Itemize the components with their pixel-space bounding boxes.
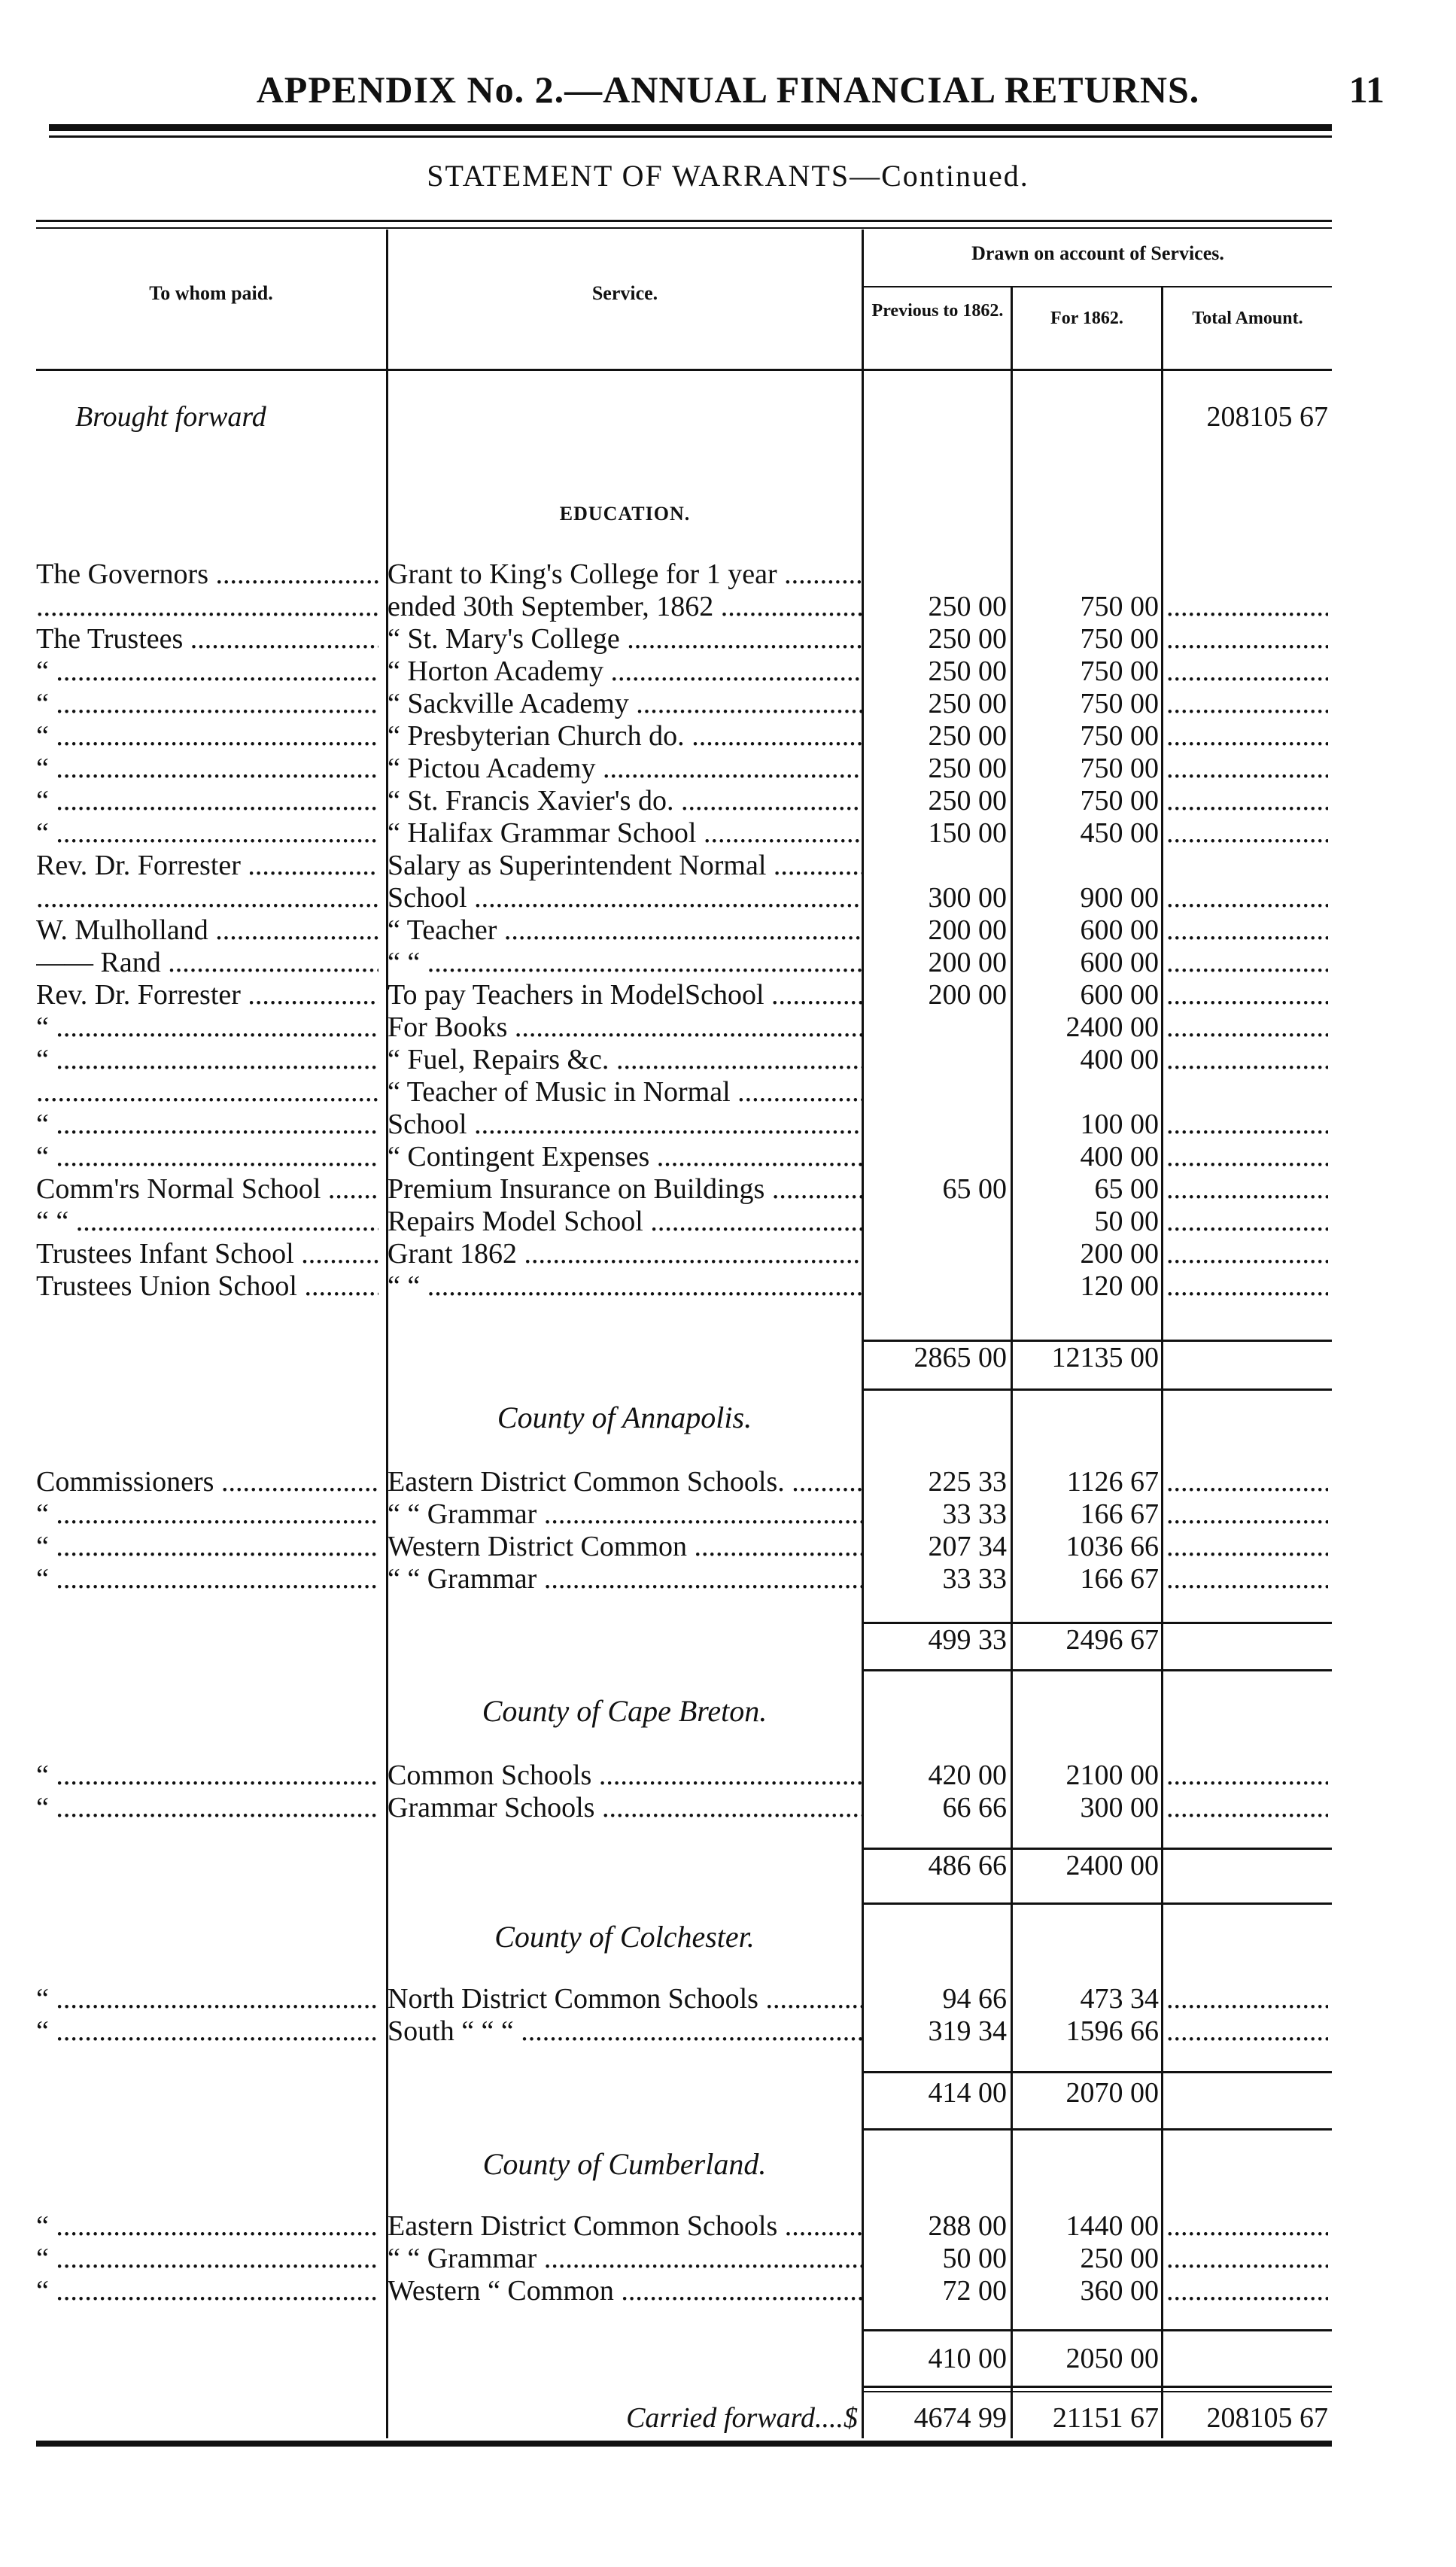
amount-1862-cell: 900 00	[1080, 882, 1159, 914]
table-row	[0, 947, 1456, 978]
col-header-total: Total Amount.	[1192, 309, 1303, 328]
col-header-to-whom: To whom paid.	[149, 282, 273, 304]
total-leader-dots	[1166, 753, 1328, 784]
table-row	[0, 1173, 1456, 1205]
service-cell: “ “ Grammar .....	[388, 1498, 862, 1530]
total-leader-dots	[1166, 720, 1328, 752]
payee-cell	[36, 882, 378, 914]
brought-forward-row	[0, 401, 1456, 433]
table-row	[0, 753, 1456, 784]
service-cell: “ “ Grammar .....	[388, 2243, 862, 2274]
col-header-drawn: Drawn on account of Services.	[971, 242, 1224, 264]
previous-amount-cell: 50 00	[942, 2243, 1007, 2274]
education-subtotal-1862: 12135 00	[1051, 1342, 1159, 1373]
previous-amount-cell: 33 33	[942, 1563, 1007, 1595]
statement-subtitle: STATEMENT OF WARRANTS—Continued.	[427, 159, 1029, 193]
table-row	[0, 1983, 1456, 2015]
previous-amount-cell: 250 00	[928, 623, 1007, 655]
total-leader-dots	[1166, 1792, 1328, 1823]
payee-cell: Trustees Union School .....	[36, 1270, 378, 1302]
service-cell: “ “ Grammar .....	[388, 1563, 862, 1595]
payee-cell: “ .....	[36, 1498, 378, 1530]
table-row	[0, 623, 1456, 655]
payee-cell: “ .....	[36, 720, 378, 752]
previous-amount-cell: 250 00	[928, 753, 1007, 784]
payee-cell: The Trustees .....	[36, 623, 378, 655]
previous-amount-cell: 33 33	[942, 1498, 1007, 1530]
payee-cell: Rev. Dr. Forrester .....	[36, 979, 378, 1011]
total-leader-dots	[1166, 1238, 1328, 1270]
table-row	[0, 1044, 1456, 1075]
payee-cell: “ .....	[36, 753, 378, 784]
payee-cell: Commissioners .....	[36, 1466, 378, 1498]
total-leader-dots	[1166, 1759, 1328, 1791]
table-row	[0, 2275, 1456, 2307]
previous-amount-cell: 250 00	[928, 591, 1007, 622]
cape-breton-heading: County of Cape Breton.	[482, 1694, 768, 1728]
previous-amount-cell: 207 34	[928, 1531, 1007, 1562]
total-leader-dots	[1166, 947, 1328, 978]
carried-forward-total: 208105 67	[1206, 2402, 1328, 2434]
payee-cell: —— Rand .....	[36, 947, 378, 978]
total-leader-dots	[1166, 591, 1328, 622]
table-row	[0, 1498, 1456, 1530]
payee-cell: “ .....	[36, 1109, 378, 1140]
total-leader-dots	[1166, 2015, 1328, 2047]
amount-1862-cell: 600 00	[1080, 947, 1159, 978]
annapolis-subtotal-prev: 499 33	[928, 1624, 1007, 1656]
colchester-rule-bottom	[862, 2128, 1332, 2131]
table-row	[0, 882, 1456, 914]
col-header-previous: Previous to 1862.	[871, 301, 1004, 321]
payee-cell: “ .....	[36, 655, 378, 687]
service-cell: “ St. Francis Xavier's do. .....	[388, 785, 862, 817]
service-cell: School .....	[388, 1109, 862, 1140]
amount-1862-cell: 2400 00	[1065, 1011, 1159, 1043]
previous-amount-cell: 65 00	[942, 1173, 1007, 1205]
cumberland-rule-bottom-2	[862, 2391, 1332, 2392]
table-row	[0, 655, 1456, 687]
payee-cell	[36, 591, 378, 622]
table-row	[0, 558, 1456, 590]
previous-amount-cell: 319 34	[928, 2015, 1007, 2047]
table-row	[0, 1011, 1456, 1043]
table-top-rule-2	[36, 227, 1332, 229]
cape-breton-subtotal-1862: 2400 00	[1065, 1850, 1159, 1881]
brought-forward-total: 208105 67	[1206, 401, 1328, 433]
amount-1862-cell: 600 00	[1080, 979, 1159, 1011]
education-heading: EDUCATION.	[559, 503, 691, 525]
table-row	[0, 2210, 1456, 2242]
total-leader-dots	[1166, 1173, 1328, 1205]
payee-cell: “ .....	[36, 1011, 378, 1043]
service-cell: “ Contingent Expenses .....	[388, 1141, 862, 1172]
colchester-subtotal-1862: 2070 00	[1065, 2077, 1159, 2109]
payee-cell: “ .....	[36, 785, 378, 817]
amount-1862-cell: 2100 00	[1065, 1759, 1159, 1791]
total-leader-dots	[1166, 1109, 1328, 1140]
service-cell: Western District Common .....	[388, 1531, 862, 1562]
amount-1862-cell: 166 67	[1080, 1498, 1159, 1530]
payee-cell: “ .....	[36, 2210, 378, 2242]
payee-cell: “ “ .....	[36, 1206, 378, 1237]
amount-1862-cell: 750 00	[1080, 753, 1159, 784]
previous-amount-cell: 250 00	[928, 688, 1007, 719]
amount-1862-cell: 120 00	[1080, 1270, 1159, 1302]
total-leader-dots	[1166, 2275, 1328, 2307]
service-cell: Western “ Common .....	[388, 2275, 862, 2307]
table-row	[0, 1792, 1456, 1823]
service-cell: “ Presbyterian Church do. .....	[388, 720, 862, 752]
amount-1862-cell: 1596 66	[1065, 2015, 1159, 2047]
table-row	[0, 2243, 1456, 2274]
education-rule-bottom	[862, 1388, 1332, 1391]
service-cell: North District Common Schools .....	[388, 1983, 862, 2015]
amount-1862-cell: 360 00	[1080, 2275, 1159, 2307]
total-leader-dots	[1166, 882, 1328, 914]
education-subtotal-prev: 2865 00	[913, 1342, 1007, 1373]
amount-1862-cell: 300 00	[1080, 1792, 1159, 1823]
service-cell: “ Teacher .....	[388, 914, 862, 946]
service-cell: Grant 1862 .....	[388, 1238, 862, 1270]
payee-cell: “ .....	[36, 1141, 378, 1172]
amount-1862-cell: 200 00	[1080, 1238, 1159, 1270]
previous-amount-cell: 250 00	[928, 785, 1007, 817]
service-cell: For Books .....	[388, 1011, 862, 1043]
annapolis-rule-bottom	[862, 1669, 1332, 1671]
previous-amount-cell: 150 00	[928, 817, 1007, 849]
service-cell: Common Schools .....	[388, 1759, 862, 1791]
table-row	[0, 1076, 1456, 1108]
col-header-service: Service.	[591, 282, 658, 304]
table-row	[0, 1531, 1456, 1562]
total-leader-dots	[1166, 914, 1328, 946]
total-leader-dots	[1166, 817, 1328, 849]
amount-1862-cell: 750 00	[1080, 688, 1159, 719]
carried-forward-prev: 4674 99	[913, 2402, 1007, 2434]
amount-1862-cell: 100 00	[1080, 1109, 1159, 1140]
amount-1862-cell: 400 00	[1080, 1141, 1159, 1172]
service-cell: Eastern District Common Schools .....	[388, 2210, 862, 2242]
table-row	[0, 591, 1456, 622]
payee-cell: Rev. Dr. Forrester .....	[36, 850, 378, 881]
amount-1862-cell: 50 00	[1094, 1206, 1159, 1237]
previous-amount-cell: 250 00	[928, 720, 1007, 752]
payee-cell: “ .....	[36, 1759, 378, 1791]
amount-1862-cell: 473 34	[1080, 1983, 1159, 2015]
total-leader-dots	[1166, 1044, 1328, 1075]
service-cell: “ Pictou Academy .....	[388, 753, 862, 784]
header-bottom-rule	[36, 369, 1332, 371]
cumberland-subtotal-prev: 410 00	[928, 2343, 1007, 2374]
amount-1862-cell: 400 00	[1080, 1044, 1159, 1075]
annapolis-subtotal-1862: 2496 67	[1065, 1624, 1159, 1656]
amount-1862-cell: 1440 00	[1065, 2210, 1159, 2242]
payee-cell: “ .....	[36, 817, 378, 849]
service-cell: To pay Teachers in ModelSchool .....	[388, 979, 862, 1011]
payee-cell: “ .....	[36, 1044, 378, 1075]
amount-1862-cell: 600 00	[1080, 914, 1159, 946]
service-cell: “ “ .....	[388, 1270, 862, 1302]
service-cell: South “ “ “ .....	[388, 2015, 862, 2047]
payee-cell: Comm'rs Normal School .....	[36, 1173, 378, 1205]
service-cell: School .....	[388, 882, 862, 914]
previous-amount-cell: 66 66	[942, 1792, 1007, 1823]
amount-1862-cell: 1036 66	[1065, 1531, 1159, 1562]
total-leader-dots	[1166, 1983, 1328, 2015]
appendix-title: APPENDIX No. 2.—ANNUAL FINANCIAL RETURNS.	[256, 68, 1200, 111]
payee-cell: “ .....	[36, 2275, 378, 2307]
payee-cell: The Governors .....	[36, 558, 378, 590]
previous-amount-cell: 250 00	[928, 655, 1007, 687]
table-row	[0, 1238, 1456, 1270]
service-cell: Eastern District Common Schools. .....	[388, 1466, 862, 1498]
payee-cell: “ .....	[36, 1983, 378, 2015]
total-leader-dots	[1166, 623, 1328, 655]
amount-1862-cell: 65 00	[1094, 1173, 1159, 1205]
previous-amount-cell: 225 33	[928, 1466, 1007, 1498]
amount-1862-cell: 750 00	[1080, 720, 1159, 752]
payee-cell: “ .....	[36, 1792, 378, 1823]
amount-1862-cell: 450 00	[1080, 817, 1159, 849]
total-leader-dots	[1166, 1206, 1328, 1237]
header-rule-thick	[49, 124, 1332, 131]
table-row	[0, 785, 1456, 817]
table-row	[0, 1759, 1456, 1791]
service-cell: Repairs Model School .....	[388, 1206, 862, 1237]
service-cell: Salary as Superintendent Normal .....	[388, 850, 862, 881]
table-row	[0, 1466, 1456, 1498]
payee-cell: “ .....	[36, 1563, 378, 1595]
service-cell: “ Horton Academy .....	[388, 655, 862, 687]
colchester-heading: County of Colchester.	[494, 1920, 755, 1954]
header-rule-thin	[49, 135, 1332, 138]
annapolis-heading: County of Annapolis.	[497, 1401, 752, 1434]
total-leader-dots	[1166, 785, 1328, 817]
total-leader-dots	[1166, 2210, 1328, 2242]
previous-amount-cell: 200 00	[928, 914, 1007, 946]
total-leader-dots	[1166, 1466, 1328, 1498]
previous-amount-cell: 300 00	[928, 882, 1007, 914]
total-leader-dots	[1166, 1011, 1328, 1043]
cape-breton-rule-bottom	[862, 1902, 1332, 1905]
table-row	[0, 688, 1456, 719]
previous-amount-cell: 94 66	[942, 1983, 1007, 2015]
amount-1862-cell: 750 00	[1080, 655, 1159, 687]
service-cell: “ Sackville Academy .....	[388, 688, 862, 719]
brought-forward-label: Brought forward	[75, 401, 266, 433]
previous-amount-cell: 288 00	[928, 2210, 1007, 2242]
table-row	[0, 817, 1456, 849]
payee-cell: “ .....	[36, 1531, 378, 1562]
payee-cell: “ .....	[36, 688, 378, 719]
table-row	[0, 1563, 1456, 1595]
page-number: 11	[1348, 68, 1385, 111]
total-leader-dots	[1166, 1498, 1328, 1530]
service-cell: Premium Insurance on Buildings .....	[388, 1173, 862, 1205]
colchester-subtotal-prev: 414 00	[928, 2077, 1007, 2109]
total-leader-dots	[1166, 1531, 1328, 1562]
payee-cell: W. Mulholland .....	[36, 914, 378, 946]
carried-forward-1862: 21151 67	[1052, 2402, 1159, 2434]
footer-rule	[36, 2441, 1332, 2447]
total-leader-dots	[1166, 688, 1328, 719]
total-leader-dots	[1166, 2243, 1328, 2274]
previous-amount-cell: 420 00	[928, 1759, 1007, 1791]
amount-1862-cell: 750 00	[1080, 785, 1159, 817]
cumberland-heading: County of Cumberland.	[482, 2147, 767, 2181]
amount-1862-cell: 166 67	[1080, 1563, 1159, 1595]
carried-forward-row	[0, 2402, 1456, 2434]
amount-1862-cell: 750 00	[1080, 623, 1159, 655]
amount-1862-cell: 250 00	[1080, 2243, 1159, 2274]
total-leader-dots	[1166, 979, 1328, 1011]
service-cell: Grammar Schools .....	[388, 1792, 862, 1823]
total-leader-dots	[1166, 1270, 1328, 1302]
payee-cell: Trustees Infant School .....	[36, 1238, 378, 1270]
previous-amount-cell: 200 00	[928, 947, 1007, 978]
table-row	[0, 1109, 1456, 1140]
amount-1862-cell: 1126 67	[1066, 1466, 1159, 1498]
amount-1862-cell: 750 00	[1080, 591, 1159, 622]
table-row	[0, 2015, 1456, 2047]
payee-cell: “ .....	[36, 2015, 378, 2047]
service-cell: “ Fuel, Repairs &c. .....	[388, 1044, 862, 1075]
colchester-rule	[862, 2071, 1332, 2073]
cape-breton-subtotal-prev: 486 66	[928, 1850, 1007, 1881]
total-leader-dots	[1166, 1141, 1328, 1172]
table-row	[0, 979, 1456, 1011]
payee-cell	[36, 1076, 378, 1108]
service-cell: “ St. Mary's College .....	[388, 623, 862, 655]
total-leader-dots	[1166, 655, 1328, 687]
cumberland-subtotal-1862: 2050 00	[1065, 2343, 1159, 2374]
total-leader-dots	[1166, 1563, 1328, 1595]
table-row	[0, 1206, 1456, 1237]
col-header-1862: For 1862.	[1050, 309, 1123, 328]
cumberland-rule	[862, 2329, 1332, 2331]
previous-amount-cell: 72 00	[942, 2275, 1007, 2307]
carried-forward-label: Carried forward....$	[626, 2402, 858, 2434]
service-cell: Grant to King's College for 1 year .....	[388, 558, 862, 590]
table-row	[0, 1270, 1456, 1302]
service-cell: ended 30th September, 1862 .....	[388, 591, 862, 622]
payee-cell: “ .....	[36, 2243, 378, 2274]
table-row	[0, 1141, 1456, 1172]
cumberland-rule-bottom	[862, 2386, 1332, 2388]
service-cell: “ Teacher of Music in Normal .....	[388, 1076, 862, 1108]
service-cell: “ “ .....	[388, 947, 862, 978]
table-row	[0, 850, 1456, 881]
table-row	[0, 914, 1456, 946]
drawn-rule	[862, 286, 1332, 287]
table-top-rule	[36, 220, 1332, 222]
previous-amount-cell: 200 00	[928, 979, 1007, 1011]
service-cell: “ Halifax Grammar School .....	[388, 817, 862, 849]
table-row	[0, 720, 1456, 752]
